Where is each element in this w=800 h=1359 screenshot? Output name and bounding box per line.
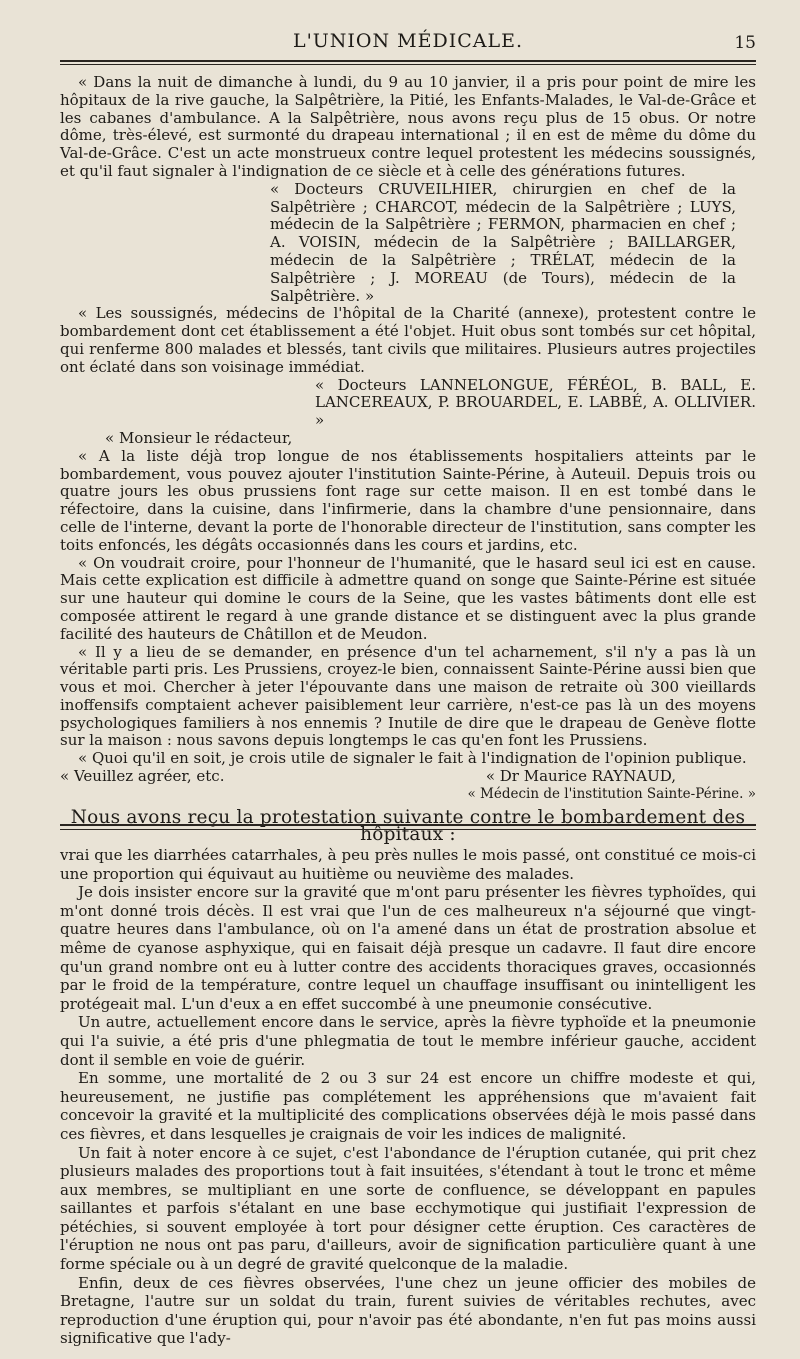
paragraph-diarrhees: vrai que les diarrhées catarrhales, à peu près nulles le mois passé, ont constitué ce mois-ci une proportion qui équivaut au huitième ou neuvième des malades. xyxy=(60,846,756,883)
paragraph-parti-pris: « Il y a lieu de se demander, en présence d'un tel acharnement, s'il n'y a pas là un véritable parti pris. Les Prussiens, croyez-le bien, connaissent Sainte-Périne aussi bien que vous et moi. Chercher à jeter l'épouvante dans une maison de retraite où 300 vieillards inoffensifs comptaient achever paisiblement leur carrière, n'est-ce pas là un des moyens psychologiques familiers à nos ennemis ? Inutile de dire que le drapeau de Genève flotte sur la maison : nous savons depuis longtemps le cas qu'en font les Prussiens. xyxy=(60,642,756,750)
paragraph-phlegmatia: Un autre, actuellement encore dans le service, après la fièvre typhoïde et la pneumonie qui l'a suivie, a été pris d'une phlegmatia de tout le membre inférieur gauche, accident dont il semble en voie de guérir. xyxy=(60,1013,756,1069)
signature-credit: « Médecin de l'institution Sainte-Périne. » xyxy=(467,785,756,802)
paragraph-hasard: « On voudrait croire, pour l'honneur de l'humanité, que le hasard seul ici est en cause. Mais cette explication est difficile à admettre quand on songe que Sainte-Périne est située sur une hauteur qui domine le cours de la Seine, que les vastes bâtiments dont elle est composée attirent le regard à une grande distance et se distinguent avec la plus grande facilité des hauteurs de Châtillon et de Meudon. xyxy=(60,553,756,643)
page-header xyxy=(60,30,756,60)
paragraph-indignation: « Quoi qu'il en soit, je crois utile de signaler le fait à l'indignation de l'opinion publique. xyxy=(78,749,747,768)
upper-column xyxy=(60,74,756,844)
closing-line xyxy=(60,768,756,786)
closing-formula: « Veuillez agréer, etc. xyxy=(60,767,225,786)
signatories-charite: « Docteurs LANNELONGUE, FÉRÉOL, B. BALL, E. LANCEREAUX, P. BROUARDEL, E. LABBÉ, A. OLLIVIER. » xyxy=(315,375,756,430)
paragraph-fievres: Je dois insister encore sur la gravité que m'ont paru présenter les fièvres typhoïdes, qui m'ont donné trois décès. Il est vrai que l'un de ces malheureux n'a séjourné que vingt-quatre heures dans l'ambulance, où on l'a amené dans un état de prostration absolue et même de cyanose asphyxique, qui en faisait déjà presque un cadavre. Il faut dire encore qu'un grand nombre ont eu à lutter contre des accidents thoraciques graves, occasionnés par le froid de la température, contre lequel un chauffage insuffisant ou inintelligent les protégeait mal. L'un d'eux a en effet succombé à une pneumonie consécutive. xyxy=(60,883,756,1013)
paragraph-charite: « Les soussignés, médecins de l'hôpital de la Charité (annexe), protestent contre le bombardement dont cet établissement a été l'objet. Huit obus sont tombés sur cet hôpital, qui renferme 800 malades et blessés, tant civils que militaires. Plusieurs autres projectiles ont éclaté dans son voisinage immédiat. xyxy=(60,304,756,376)
paragraph-rechutes: Enfin, deux de ces fièvres observées, l'une chez un jeune officier des mobiles de Bretagne, l'autre sur un soldat du train, furent suivies de véritables rechutes, avec reproduction d'une éruption qui, pour n'avoir pas été abondante, n'en fut pas moins aussi significative que l'ady- xyxy=(60,1273,756,1348)
paragraph-mortalite: En somme, une mortalité de 2 ou 3 sur 24 est encore un chiffre modeste et qui, heureusement, ne justifie pas complétement les appréhensions que m'avaient fait concevoir la gravité et la multiplicité des complications observées déjà le mois passé dans ces fièvres, et dans lesquelles je craignais de voir les indices de malignité. xyxy=(60,1069,756,1143)
signatories-salpetriere: « Docteurs CRUVEILHIER, chirurgien en chef de la Salpêtrière ; CHARCOT, médecin de la Salpêtrière ; LUYS, médecin de la Salpêtrière ; FERMON, pharmacien en chef ; A. VOISIN, médecin de la Salpêtrière ; BAILLARGER, médecin de la Salpêtrière ; TRÉLAT, médecin de la Salpêtrière ; J. MOREAU (de Tours), médecin de la Salpêtrière. » xyxy=(270,179,736,305)
header-rule xyxy=(60,60,756,65)
paragraph-eruption: Un fait à noter encore à ce sujet, c'est l'abondance de l'éruption cutanée, qui prit chez plusieurs malades des proportions tout à fait insuitées, s'étendant à tout le tronc et même aux membres, se multipliant en une sorte de confluence, se développant en papules saillantes et parfois s'étalant en une base ecchymotique qui justifiait l'expression de pétéchies, si souvent employée à tort pour désigner cette éruption. Ces caractères de l'éruption ne nous ont pas paru, d'ailleurs, avoir de signification particulière quant à une forme spéciale ou à un degré de gravité quelconque de la maladie. xyxy=(60,1143,756,1274)
paragraph-salpetriere: « Dans la nuit de dimanche à lundi, du 9 au 10 janvier, il a pris pour point de mire les hôpitaux de la rive gauche, la Salpêtrière, la Pitié, les Enfants-Malades, le Val-de-Grâce et les cabanes d'ambulance. A la Salpêtrière, nous avons reçu plus de 15 obus. Or notre dôme, très-élevé, est surmonté du drapeau international ; il en est de même du dôme du Val-de-Grâce. C'est un acte monstrueux contre lequel protestent les médecins soussignés, et qu'il faut signaler à l'indignation de ce siècle et à celle des générations futures. xyxy=(60,73,756,180)
section-title: Nous avons reçu la protestation suivante contre le bombardement des hôpitaux : xyxy=(70,806,746,846)
section-rule xyxy=(60,824,756,830)
closing-signature: « Dr Maurice RAYNAUD, xyxy=(485,767,676,786)
salutation: « Monsieur le rédacteur, xyxy=(105,428,293,447)
page-number: 15 xyxy=(734,33,756,53)
running-head: L'UNION MÉDICALE. xyxy=(292,30,524,52)
paragraph-sainte-perine: « A la liste déjà trop longue de nos établissements hospitaliers atteints par le bombardement, vous pouvez ajouter l'institution Sainte-Périne, à Auteuil. Depuis trois ou quatre jours les obus prussiens font rage sur cette maison. Il en est tombé dans le réfectoire, dans la cuisine, dans l'infirmerie, dans la chambre d'une pensionnaire, dans celle de l'interne, devant la porte de l'honorable directeur de l'institution, sans compter les toits enfoncés, les dégâts occasionnés dans les cours et jardins, etc. xyxy=(60,446,756,554)
lower-column xyxy=(60,846,756,1348)
